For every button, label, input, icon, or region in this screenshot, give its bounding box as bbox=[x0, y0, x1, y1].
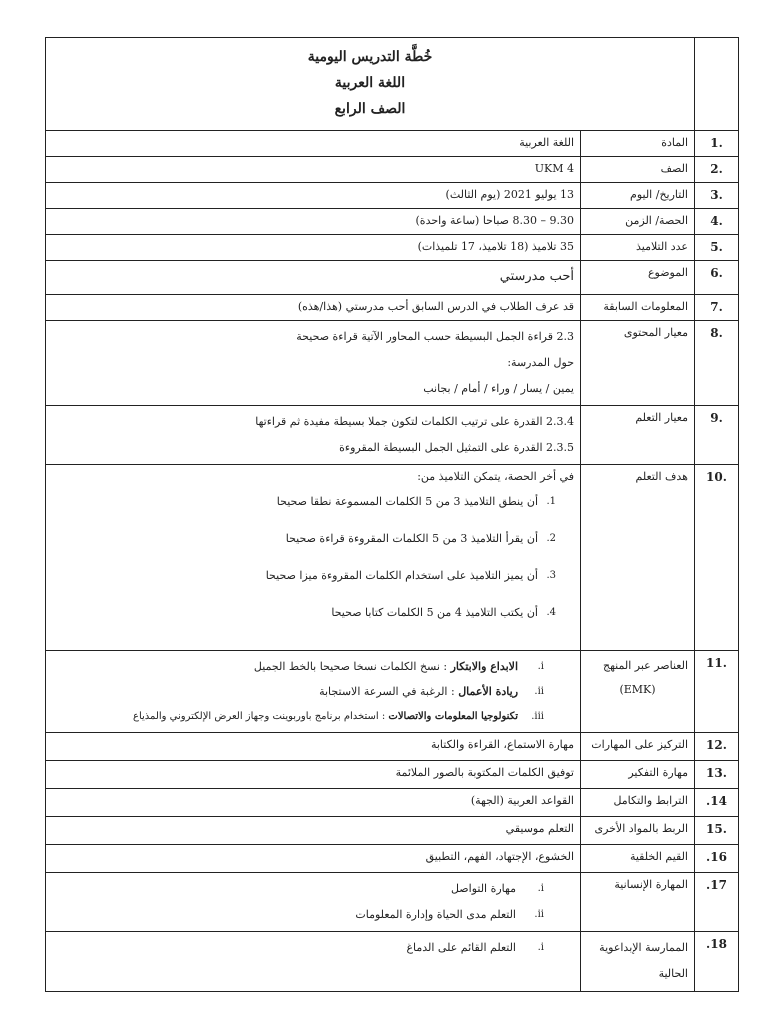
row-number: .17 bbox=[695, 873, 739, 932]
row-label: التاريخ/ اليوم bbox=[581, 183, 695, 209]
list-marker: 3. bbox=[546, 570, 556, 581]
list-marker: 4. bbox=[546, 607, 556, 618]
row-number: 8. bbox=[695, 321, 739, 406]
row-value bbox=[46, 406, 581, 465]
list-item bbox=[52, 876, 544, 902]
table-row bbox=[46, 321, 739, 406]
row-value: القواعد العربية (الجهة) bbox=[46, 789, 581, 817]
row-number: 12. bbox=[695, 733, 739, 761]
list-item bbox=[52, 902, 544, 928]
list-item-text: أن يكتب التلاميذ 4 من 5 الكلمات كتابا صحيحا bbox=[331, 606, 538, 619]
row-label: الصف bbox=[581, 157, 695, 183]
table-row bbox=[46, 789, 739, 817]
row-number: 15. bbox=[695, 817, 739, 845]
list-marker: 2. bbox=[546, 533, 556, 544]
table-row bbox=[46, 131, 739, 157]
header-title-cell bbox=[46, 38, 695, 131]
row-number: 10. bbox=[695, 465, 739, 651]
table-row bbox=[46, 873, 739, 932]
row-number: .14 bbox=[695, 789, 739, 817]
list-marker: i. bbox=[537, 883, 544, 894]
row-number: 5. bbox=[695, 235, 739, 261]
list-item bbox=[52, 604, 556, 621]
list-item-text: أن ينطق التلاميذ 3 من 5 الكلمات المسموعة نطقا صحيحا bbox=[276, 495, 538, 508]
row-number: .18 bbox=[695, 932, 739, 992]
table-row bbox=[46, 295, 739, 321]
learning-standard-line: 2.3.4 القدرة على ترتيب الكلمات لتكون جملا بسيطة مفيدة ثم قراءتها bbox=[255, 415, 574, 428]
header-row bbox=[46, 38, 739, 131]
table-row bbox=[46, 465, 739, 651]
list-marker: 1. bbox=[546, 496, 556, 507]
row-value: التعلم موسيقي bbox=[46, 817, 581, 845]
row-number: .16 bbox=[695, 845, 739, 873]
row-label: الحصة/ الزمن bbox=[581, 209, 695, 235]
row-label: معيار التعلم bbox=[581, 406, 695, 465]
table-row bbox=[46, 261, 739, 295]
plan-grade: الصف الرابع bbox=[334, 101, 406, 117]
list-item-lead: تكنولوجيا المعلومات والاتصالات bbox=[388, 711, 518, 722]
list-item bbox=[52, 935, 544, 961]
row-value: توفيق الكلمات المكتوبة بالصور الملائمة bbox=[46, 761, 581, 789]
row-value bbox=[46, 321, 581, 406]
row-value: 35 تلاميذ (18 تلاميذ، 17 تلميذات) bbox=[46, 235, 581, 261]
table-row bbox=[46, 183, 739, 209]
content-standard-line: يمين / يسار / وراء / أمام / بجانب bbox=[423, 382, 574, 395]
row-number: 6. bbox=[695, 261, 739, 295]
row-value: 13 يوليو 2021 (يوم الثالث) bbox=[46, 183, 581, 209]
row-value bbox=[46, 465, 581, 651]
row-label bbox=[581, 651, 695, 733]
list-item bbox=[52, 493, 556, 510]
plan-subject: اللغة العربية bbox=[334, 75, 406, 91]
list-item-text: أن يقرأ التلاميذ 3 من 5 الكلمات المقروءة قراءة صحيحا bbox=[285, 532, 538, 545]
row-label: الربط بالمواد الأخرى bbox=[581, 817, 695, 845]
table-row bbox=[46, 157, 739, 183]
row-label: المهارة الإنسانية bbox=[581, 873, 695, 932]
row-label: المادة bbox=[581, 131, 695, 157]
objectives-intro: في أخر الحصة، يتمكن التلاميذ من: bbox=[417, 470, 574, 483]
header-num-cell bbox=[695, 38, 739, 131]
row-label-line: العناصر عبر المنهج bbox=[603, 659, 688, 672]
table-row bbox=[46, 235, 739, 261]
row-value: 4 UKM bbox=[46, 157, 581, 183]
row-label: مهارة التفكير bbox=[581, 761, 695, 789]
row-label: الترابط والتكامل bbox=[581, 789, 695, 817]
row-number: 9. bbox=[695, 406, 739, 465]
plan-title: خُطَّة التدريس اليومية bbox=[307, 49, 433, 65]
row-value: مهارة الاستماع، القراءة والكتابة bbox=[46, 733, 581, 761]
row-value bbox=[46, 932, 581, 992]
row-label: التركيز على المهارات bbox=[581, 733, 695, 761]
list-marker: i. bbox=[537, 942, 544, 953]
list-marker: ii. bbox=[534, 686, 544, 697]
list-item bbox=[52, 567, 556, 584]
row-label: القيم الخلقية bbox=[581, 845, 695, 873]
list-item bbox=[52, 679, 544, 704]
table-row bbox=[46, 817, 739, 845]
list-item bbox=[52, 704, 544, 729]
learning-standard-line: 2.3.5 القدرة على التمثيل الجمل البسيطة المقروءة bbox=[339, 441, 574, 454]
row-label-line: الحالية bbox=[658, 967, 688, 980]
table-row bbox=[46, 651, 739, 733]
table-row bbox=[46, 932, 739, 992]
row-label bbox=[581, 932, 695, 992]
content-standard-line: 2.3 قراءة الجمل البسيطة حسب المحاور الآتية قراءة صحيحة bbox=[296, 330, 574, 343]
row-label: هدف التعلم bbox=[581, 465, 695, 651]
row-value bbox=[46, 651, 581, 733]
row-label-line: الممارسة الإبداعوية bbox=[599, 941, 688, 954]
table-row bbox=[46, 406, 739, 465]
row-value: أحب مدرستي bbox=[46, 261, 581, 295]
list-item bbox=[52, 530, 556, 547]
list-item-lead: ريادة الأعمال bbox=[458, 685, 518, 698]
list-item bbox=[52, 654, 544, 679]
row-number: 2. bbox=[695, 157, 739, 183]
row-number: 13. bbox=[695, 761, 739, 789]
row-value: اللغة العربية bbox=[46, 131, 581, 157]
list-item-text: التعلم القائم على الدماغ bbox=[406, 941, 516, 954]
row-value: 9.30 – 8.30 صباحا (ساعة واحدة) bbox=[46, 209, 581, 235]
content-standard-line: حول المدرسة: bbox=[507, 356, 574, 369]
row-label: المعلومات السابقة bbox=[581, 295, 695, 321]
list-item-text: : استخدام برنامج باوربوينت وجهاز العرض الإلكتروني والمذياع bbox=[133, 711, 389, 722]
list-item-text: أن يميز التلاميذ على استخدام الكلمات المقروءة ميزا صحيحا bbox=[265, 569, 538, 582]
list-item-text: مهارة التواصل bbox=[450, 882, 516, 895]
list-item-lead: الابداع والابتكار bbox=[450, 660, 518, 673]
table-row bbox=[46, 733, 739, 761]
list-item-text: : نسخ الكلمات نسخا صحيحا بالخط الجميل bbox=[253, 660, 451, 673]
list-item-text: : الرغبة في السرعة الاستجابة bbox=[319, 685, 459, 698]
row-number: 7. bbox=[695, 295, 739, 321]
table-row bbox=[46, 209, 739, 235]
row-label: عدد التلاميذ bbox=[581, 235, 695, 261]
row-value: قد عرف الطلاب في الدرس السابق أحب مدرستي (هذا/هذه) bbox=[46, 295, 581, 321]
row-value: الخشوع، الإجتهاد، الفهم، التطبيق bbox=[46, 845, 581, 873]
row-number: 3. bbox=[695, 183, 739, 209]
row-number: 11. bbox=[695, 651, 739, 733]
list-marker: ii. bbox=[534, 909, 544, 920]
row-label: الموضوع bbox=[581, 261, 695, 295]
row-label-line: (EMK) bbox=[619, 683, 656, 696]
table-row bbox=[46, 761, 739, 789]
list-marker: i. bbox=[537, 661, 544, 672]
list-marker: iii. bbox=[531, 711, 544, 722]
row-number: 1. bbox=[695, 131, 739, 157]
row-number: 4. bbox=[695, 209, 739, 235]
table-row bbox=[46, 845, 739, 873]
row-label: معيار المحتوى bbox=[581, 321, 695, 406]
list-item-text: التعلم مدى الحياة وإدارة المعلومات bbox=[355, 908, 516, 921]
lesson-plan-table bbox=[45, 37, 739, 992]
row-value bbox=[46, 873, 581, 932]
